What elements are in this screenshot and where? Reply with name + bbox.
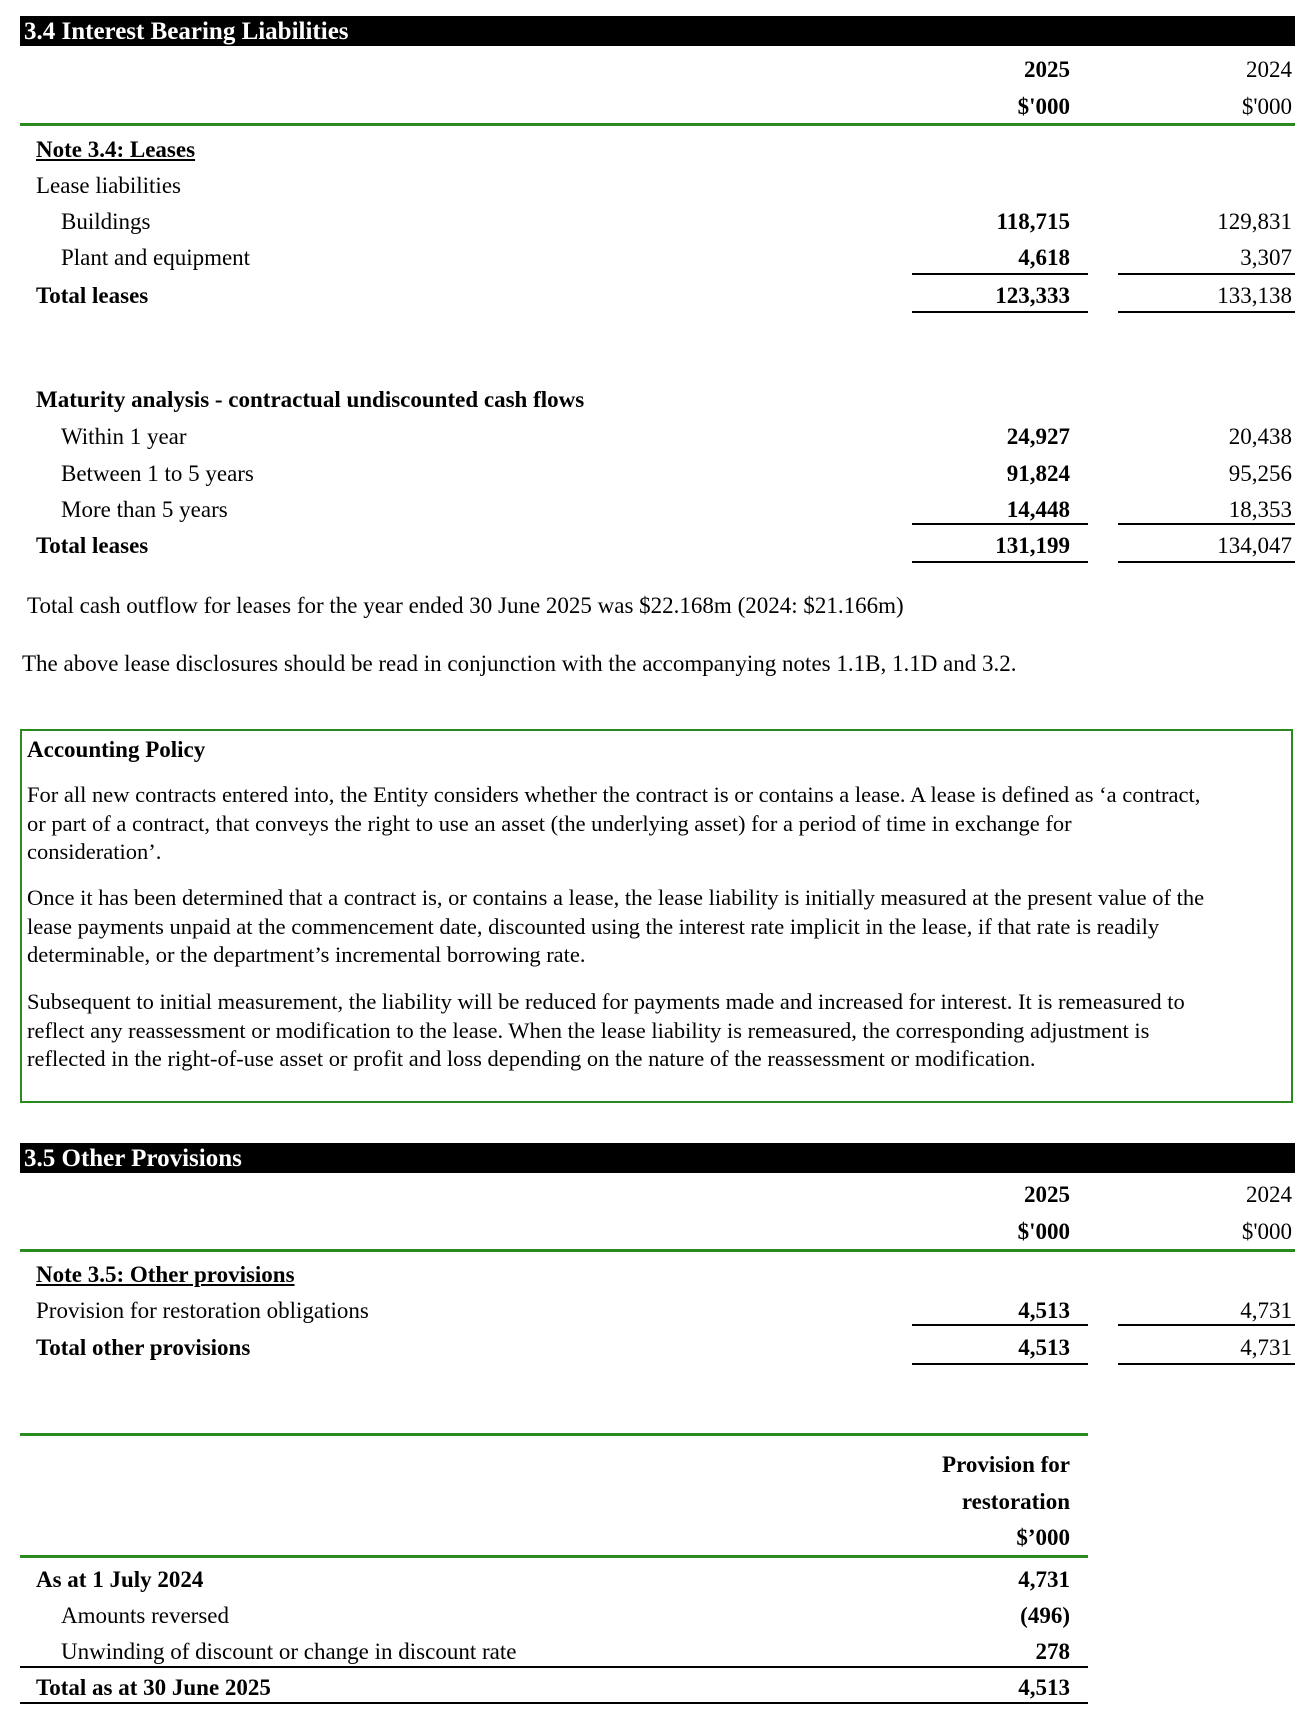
col-header-2024: 2024 [1246,57,1292,82]
value-plant-2024: 3,307 [1240,245,1292,270]
maturity-label-over-5: More than 5 years [61,497,228,522]
movement-value-reversed: (496) [1020,1603,1070,1628]
col-header-2024: 2024 [1246,1182,1292,1207]
total-rule [1118,311,1295,313]
maturity-1-to-5-2025: 91,824 [1006,461,1070,486]
col-header-2025: 2025 [1024,1182,1070,1207]
conjunction-note: The above lease disclosures should be read in conjunction with the accompanying notes 1.1B, 1.1D and 3.2. [22,651,1017,676]
green-rule [20,123,1295,126]
maturity-title: Maturity analysis - contractual undiscounted cash flows [36,387,585,412]
total-rule [912,561,1088,563]
section-3-4-title: 3.4 Interest Bearing Liabilities [20,16,1295,46]
total-rule [1118,561,1295,563]
subtotal-rule [912,1324,1088,1326]
opening-label: As at 1 July 2024 [36,1567,204,1592]
total-leases-2024: 133,138 [1217,283,1292,308]
row-label-buildings: Buildings [61,209,151,234]
maturity-label-1-to-5: Between 1 to 5 years [61,461,254,486]
subtotal-rule [912,273,1088,275]
note-3-5-title: Note 3.5: Other provisions [36,1262,295,1287]
value-buildings-2025: 118,715 [996,209,1070,234]
total-leases-label: Total leases [36,283,149,308]
maturity-over-5-2025: 14,448 [1006,497,1070,522]
total-provisions-label: Total other provisions [36,1335,251,1360]
movement-label-unwinding: Unwinding of discount or change in discount rate [61,1639,517,1664]
col-unit-2024: $'000 [1241,94,1292,119]
total-leases-2025: 123,333 [995,283,1070,308]
movement-value-unwinding: 278 [1035,1639,1070,1664]
policy-paragraph-2: Once it has been determined that a contract is, or contains a lease, the lease liability is initially measured at the present value of the lease payments unpaid at the commencement date, discounted using the interest rate implicit in the lease, if that rate is readily determinable, or the department’s incremental borrowing rate. [27,885,1205,967]
green-rule [20,1249,1295,1252]
maturity-label-within-1: Within 1 year [61,424,187,449]
maturity-total-label: Total leases [36,533,149,558]
maturity-within-1-2024: 20,438 [1228,424,1292,449]
movement-col-unit: $’000 [1016,1525,1070,1550]
policy-paragraph-1: For all new contracts entered into, the Entity considers whether the contract is or contains a lease. A lease is defined as ‘a contract, or part of a contract, that conveys the right to use an asset (the underlying asset) for a period of time in exchange for consideration’. [27,782,1201,864]
subtotal-rule [20,1666,1088,1668]
green-rule [20,1555,1088,1558]
maturity-over-5-2024: 18,353 [1228,497,1292,522]
maturity-1-to-5-2024: 95,256 [1228,461,1292,486]
closing-label: Total as at 30 June 2025 [36,1675,271,1700]
total-provisions-2024: 4,731 [1240,1335,1292,1360]
row-label-restoration: Provision for restoration obligations [36,1298,369,1323]
closing-value: 4,513 [1018,1675,1070,1700]
total-rule [1118,1363,1295,1365]
accounting-policy-box [20,729,1293,1103]
total-rule [20,1702,1088,1704]
value-restoration-2024: 4,731 [1240,1298,1292,1323]
subtotal-rule [912,523,1088,525]
maturity-total-2025: 131,199 [995,533,1070,558]
value-restoration-2025: 4,513 [1018,1298,1070,1323]
col-unit-2025: $'000 [1017,1219,1070,1244]
col-header-2025: 2025 [1024,57,1070,82]
note-3-4-title: Note 3.4: Leases [36,137,196,162]
maturity-within-1-2025: 24,927 [1006,424,1070,449]
lease-liabilities-label: Lease liabilities [36,173,181,198]
policy-paragraph-3: Subsequent to initial measurement, the liability will be reduced for payments made and increased for interest. It is remeasured to reflect any reassessment or modification to the lease. When the lease liability is remeasured, the corresponding adjustment is reflected in the right-of-use asset or profit and loss depending on the nature of the reassessment or modification. [27,989,1185,1071]
subtotal-rule [1118,1324,1295,1326]
col-unit-2024: $'000 [1241,1219,1292,1244]
total-rule [912,311,1088,313]
row-label-plant: Plant and equipment [61,245,251,270]
subtotal-rule [1118,273,1295,275]
total-provisions-2025: 4,513 [1018,1335,1070,1360]
green-rule [20,1433,1088,1436]
cash-outflow-note: Total cash outflow for leases for the year ended 30 June 2025 was $22.168m (2024: $21.166m) [27,593,904,618]
accounting-policy-heading: Accounting Policy [27,737,206,762]
movement-label-reversed: Amounts reversed [61,1603,229,1628]
value-buildings-2024: 129,831 [1217,209,1292,234]
subtotal-rule [1118,523,1295,525]
movement-col-line1: Provision for [942,1452,1070,1477]
total-rule [912,1363,1088,1365]
movement-col-line2: restoration [961,1489,1070,1514]
maturity-total-2024: 134,047 [1217,533,1292,558]
section-3-5-title: 3.5 Other Provisions [20,1143,1295,1173]
opening-value: 4,731 [1018,1567,1070,1592]
value-plant-2025: 4,618 [1018,245,1070,270]
col-unit-2025: $'000 [1017,94,1070,119]
